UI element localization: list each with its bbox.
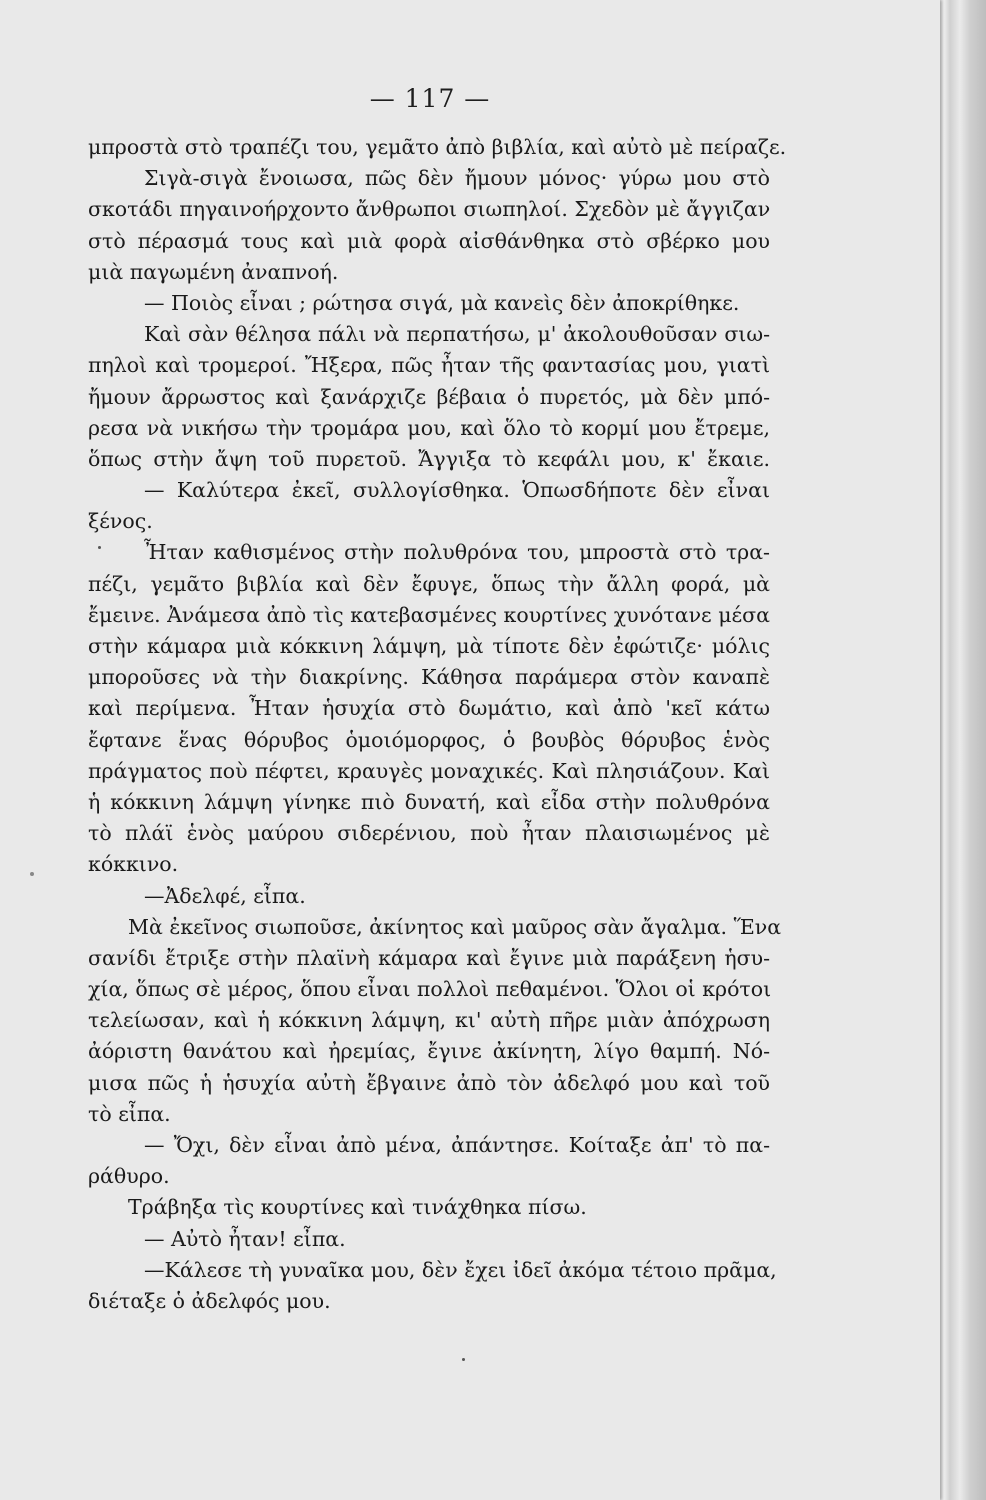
text-line: ἔφτανε ἕνας θόρυβος ὁμοιόμορφος, ὁ βουβὸς θόρυβος ἑνὸς (88, 727, 770, 752)
text-line: τὸ πλάϊ ἑνὸς μαύρου σιδερένιου, ποὺ ἦταν πλαισιωμένος μὲ (88, 821, 770, 846)
text-line: — Ὄχι, δὲν εἶναι ἀπὸ μένα, ἀπάντησε. Κοίταξε ἀπ' τὸ πα- (144, 1133, 770, 1157)
text-line: τὸ εἶπα. (88, 1101, 171, 1126)
text-line: διέταξε ὁ ἀδελφός μου. (88, 1288, 331, 1313)
text-line: μπροστὰ στὸ τραπέζι του, γεμᾶτο ἀπὸ βιβλία, καὶ αὐτὸ μὲ πείραζε. (88, 135, 787, 159)
ink-speck (30, 872, 34, 876)
text-line: τελείωσαν, καὶ ἡ κόκκινη λάμψη, κι' αὐτὴ πῆρε μιὰν ἀπόχρωση (88, 1008, 770, 1033)
text-line: χία, ὅπως σὲ μέρος, ὅπου εἶναι πολλοὶ πεθαμένοι. Ὅλοι οἱ κρότοι (88, 977, 772, 1002)
text-line: ὅπως στὴν ἄψη τοῦ πυρετοῦ. Ἄγγιξα τὸ κεφάλι μου, κ' ἔκαιε. (88, 446, 770, 471)
text-line: πηλοὶ καὶ τρομεροί. Ἤξερα, πῶς ἦταν τῆς φαντασίας μου, γιατὶ (88, 353, 770, 378)
text-line: —Κάλεσε τὴ γυναῖκα μου, δὲν ἔχει ἰδεῖ ἀκόμα τέτοιο πρᾶμα, (144, 1257, 777, 1282)
text-line: Μὰ ἐκεῖνος σιωποῦσε, ἀκίνητος καὶ μαῦρος σὰν ἄγαλμα. Ἕνα (128, 914, 782, 939)
text-line: ἤμουν ἄρρωστος καὶ ξανάρχιζε βέβαια ὁ πυρετός, μὰ δὲν μπό- (88, 384, 770, 409)
text-line: μπoροῦσες νὰ τὴν διακρίνης. Κάθησα παράμερα στὸν καναπὲ (88, 665, 770, 690)
text-line: πράγματος ποὺ πέφτει, κραυγὲς μοναχικές. Καὶ πλησιάζουν. Καὶ (88, 758, 770, 783)
ink-speck (462, 1358, 465, 1361)
text-line: Τράβηξα τὶς κουρτίνες καὶ τινάχθηκα πίσω. (128, 1195, 587, 1220)
text-line: πέζι, γεμᾶτο βιβλία καὶ δὲν ἔφυγε, ὅπως τὴν ἄλλη φορά, μὰ (88, 571, 770, 596)
text-line: στὴν κάμαρα μιὰ κόκκινη λάμψη, μὰ τίποτε δὲν ἐφώτιζε· μόλις (88, 634, 770, 658)
text-line: Ἦταν καθισμένος στὴν πολυθρόνα του, μπροστὰ στὸ τρα- (144, 540, 770, 565)
text-line: Καὶ σὰν θέλησα πάλι νὰ περπατήσω, μ' ἀκολουθοῦσαν σιω- (144, 322, 770, 347)
text-line: μισα πῶς ἡ ἡσυχία αὐτὴ ἔβγαινε ἀπὸ τὸν ἀδελφό μου καὶ τοῦ (88, 1070, 770, 1095)
text-line: κόκκινο. (88, 852, 179, 877)
text-line: σκοτάδι πηγαινοήρχοντο ἄνθρωποι σιωπηλοί. Σχεδὸν μὲ ἄγγιζαν (88, 197, 771, 222)
text-line: ἡ κόκκινη λάμψη γίνηκε πιὸ δυνατή, καὶ εἶδα στὴν πολυθρόνα (88, 789, 770, 814)
body-text (88, 132, 787, 1317)
page-number: — 117 — (369, 84, 491, 113)
text-line: ράθυρο. (88, 1164, 170, 1189)
text-line: —Ἀδελφέ, εἶπα. (144, 883, 306, 908)
text-line: — Καλύτερα ἐκεῖ, συλλογίσθηκα. Ὁπωσδήποτε δὲν εἶναι (144, 478, 770, 503)
ink-speck (98, 546, 101, 549)
text-line: ἔμεινε. Ἀνάμεσα ἀπὸ τὶς κατεβασμένες κουρτίνες χυνότανε μέσα (88, 602, 770, 627)
text-line: ξένος. (88, 509, 153, 534)
text-line: — Αὐτὸ ἦταν! εἶπα. (144, 1226, 346, 1251)
text-line: μιὰ παγωμένη ἀναπνοή. (88, 259, 339, 284)
text-line: σανίδι ἔτριξε στὴν πλαϊνὴ κάμαρα καὶ ἔγινε μιὰ παράξενη ἡσυ- (88, 945, 770, 970)
text-line: Σιγὰ-σιγὰ ἔνοιωσα, πῶς δὲν ἤμουν μόνος· γύρω μου στὸ (144, 166, 770, 191)
text-line: στὸ πέρασμά τους καὶ μιὰ φορὰ αἰσθάνθηκα στὸ σβέρκο μου (88, 228, 770, 253)
text-line: ἀόριστη θανάτου καὶ ἠρεμίας, ἔγινε ἀκίνητη, λίγο θαμπή. Νό- (88, 1039, 770, 1064)
text-line: — Ποιὸς εἶναι ; ρώτησα σιγά, μὰ κανεὶς δὲν ἀποκρίθηκε. (144, 290, 740, 315)
text-line: ρεσα νὰ νικήσω τὴν τρομάρα μου, καὶ ὅλο τὸ κορμί μου ἔτρεμε, (88, 415, 770, 440)
text-line: καὶ περίμενα. Ἦταν ἡσυχία στὸ δωμάτιο, καὶ ἀπὸ 'κεῖ κάτω (88, 696, 770, 721)
